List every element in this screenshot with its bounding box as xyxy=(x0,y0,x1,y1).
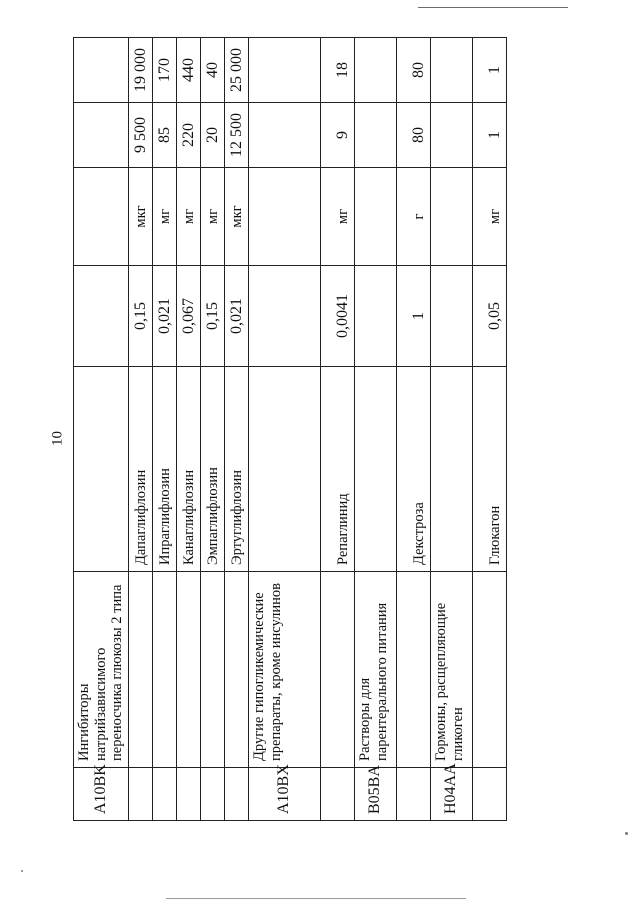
table-row xyxy=(321,38,355,821)
row-unit-cell: мкг xyxy=(225,168,249,266)
table-row xyxy=(74,38,129,821)
row-col5-cell: 80 xyxy=(397,103,431,168)
row-unit-cell: мг xyxy=(321,168,355,266)
row-col6-cell: 19 000 xyxy=(129,38,153,103)
row-col5-cell: 9 500 xyxy=(129,103,153,168)
table-row xyxy=(177,38,201,821)
row-col5-cell xyxy=(74,103,129,168)
row-code-cell xyxy=(397,768,431,821)
row-name-cell: Эмпаглифлозин xyxy=(201,367,225,572)
row-name-cell xyxy=(249,367,321,572)
row-name-cell: Глюкагон xyxy=(473,367,507,572)
row-unit-cell: мг xyxy=(177,168,201,266)
row-name-cell xyxy=(74,367,129,572)
row-value-cell: 0,021 xyxy=(225,266,249,367)
row-col6-cell: 170 xyxy=(153,38,177,103)
row-col6-cell: 40 xyxy=(201,38,225,103)
row-value-cell xyxy=(249,266,321,367)
row-value-cell: 1 xyxy=(397,266,431,367)
table-row xyxy=(249,38,321,821)
row-value-cell: 0,15 xyxy=(129,266,153,367)
row-col6-cell: 1 xyxy=(473,38,507,103)
scan-speck xyxy=(625,832,628,835)
scan-line-bottom xyxy=(166,898,466,899)
row-col6-cell xyxy=(431,38,473,103)
row-col5-cell: 85 xyxy=(153,103,177,168)
table-row xyxy=(153,38,177,821)
row-value-cell xyxy=(431,266,473,367)
row-col5-cell: 20 xyxy=(201,103,225,168)
row-col6-cell: 25 000 xyxy=(225,38,249,103)
row-group-cell xyxy=(201,572,225,768)
row-value-cell xyxy=(74,266,129,367)
row-group-cell: Растворы для парентерального питания xyxy=(355,572,397,768)
table-row xyxy=(129,38,153,821)
table-body xyxy=(74,38,507,821)
scan-line-top xyxy=(418,7,568,8)
row-unit-cell: мг xyxy=(153,168,177,266)
row-unit-cell xyxy=(74,168,129,266)
row-code-cell xyxy=(129,768,153,821)
row-name-cell: Дапаглифлозин xyxy=(129,367,153,572)
row-value-cell xyxy=(355,266,397,367)
row-code-cell: B05BA xyxy=(355,768,397,821)
row-value-cell: 0,0041 xyxy=(321,266,355,367)
row-group-cell: Ингибиторы натрийзависимого переносчика глюкозы 2 типа xyxy=(74,572,129,768)
row-group-cell: Гормоны, расщепляющие гликоген xyxy=(431,572,473,768)
drug-table xyxy=(73,37,507,821)
row-code-cell xyxy=(201,768,225,821)
table-row xyxy=(473,38,507,821)
row-col5-cell: 12 500 xyxy=(225,103,249,168)
row-col6-cell: 80 xyxy=(397,38,431,103)
rotated-table-wrapper xyxy=(73,38,504,821)
row-name-cell: Декстроза xyxy=(397,367,431,572)
row-value-cell: 0,15 xyxy=(201,266,225,367)
row-code-cell xyxy=(177,768,201,821)
table-row xyxy=(201,38,225,821)
row-group-cell xyxy=(177,572,201,768)
row-code-cell: A10BK xyxy=(74,768,129,821)
row-value-cell: 0,05 xyxy=(473,266,507,367)
row-code-cell xyxy=(321,768,355,821)
row-unit-cell xyxy=(355,168,397,266)
row-col5-cell xyxy=(431,103,473,168)
row-group-cell xyxy=(153,572,177,768)
row-group-cell xyxy=(397,572,431,768)
row-code-cell xyxy=(153,768,177,821)
row-col5-cell: 220 xyxy=(177,103,201,168)
row-col5-cell xyxy=(355,103,397,168)
row-unit-cell xyxy=(249,168,321,266)
scan-speck xyxy=(21,870,23,872)
row-col5-cell xyxy=(249,103,321,168)
row-group-cell xyxy=(321,572,355,768)
row-group-cell xyxy=(473,572,507,768)
row-group-cell: Другие гипогликемические препараты, кроме инсулинов xyxy=(249,572,321,768)
row-name-cell xyxy=(431,367,473,572)
row-code-cell xyxy=(225,768,249,821)
row-group-cell xyxy=(225,572,249,768)
row-col6-cell xyxy=(249,38,321,103)
row-group-cell xyxy=(129,572,153,768)
table-row xyxy=(355,38,397,821)
row-unit-cell: мг xyxy=(473,168,507,266)
document-sheet xyxy=(73,38,504,821)
row-name-cell: Канаглифлозин xyxy=(177,367,201,572)
row-code-cell xyxy=(473,768,507,821)
row-code-cell: H04AA xyxy=(431,768,473,821)
row-col5-cell: 9 xyxy=(321,103,355,168)
row-unit-cell: мг xyxy=(201,168,225,266)
page-number: 10 xyxy=(49,431,66,446)
row-name-cell: Ипраглифлозин xyxy=(153,367,177,572)
row-code-cell: A10BX xyxy=(249,768,321,821)
row-col6-cell xyxy=(74,38,129,103)
row-col6-cell: 440 xyxy=(177,38,201,103)
row-unit-cell: мкг xyxy=(129,168,153,266)
row-name-cell: Репаглинид xyxy=(321,367,355,572)
table-row xyxy=(225,38,249,821)
row-name-cell xyxy=(355,367,397,572)
row-value-cell: 0,021 xyxy=(153,266,177,367)
row-unit-cell xyxy=(431,168,473,266)
row-unit-cell: г xyxy=(397,168,431,266)
row-col6-cell xyxy=(355,38,397,103)
row-col5-cell: 1 xyxy=(473,103,507,168)
table-row xyxy=(431,38,473,821)
row-name-cell: Эртуглифлозин xyxy=(225,367,249,572)
table-row xyxy=(397,38,431,821)
row-value-cell: 0,067 xyxy=(177,266,201,367)
row-col6-cell: 18 xyxy=(321,38,355,103)
